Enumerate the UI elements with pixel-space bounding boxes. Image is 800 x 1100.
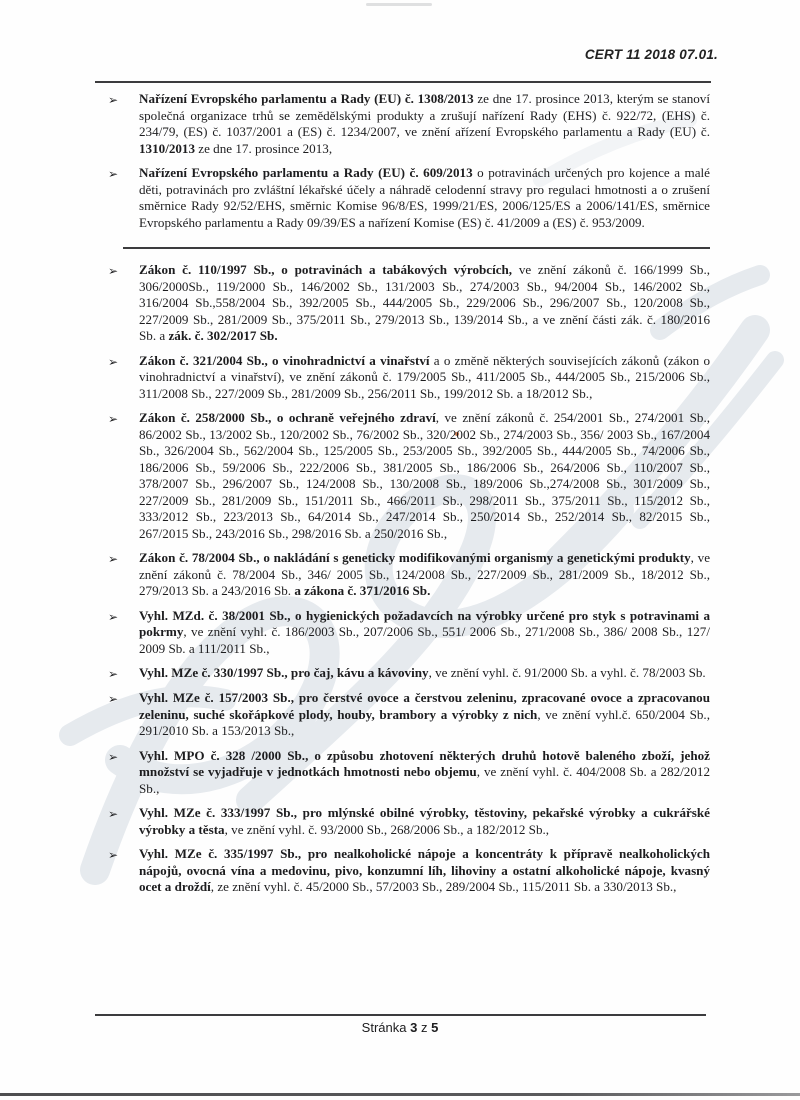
list-item — [108, 665, 710, 682]
arrow-bullet-icon: ➢ — [108, 609, 119, 624]
eu-regulations-list — [108, 91, 710, 231]
item-text: Vyhl. MPO č. 328 /2000 Sb., o způsobu zhotovení některých druhů hotově baleného zboží, jehož množství se vyjadřuje v jednotkách hmotnosti nebo objemu, ve znění vyhl. č. 404/2008 Sb. a 282/2012 Sb., — [139, 747, 710, 796]
item-text: Vyhl. MZe č. 157/2003 Sb., pro čerstvé ovoce a čerstvou zeleninu, zpracované ovoce a zpracovanou zeleninu, suché skořápkové plody, houby, brambory a výrobky z nich, ve znění vyhl.č. 650/2004 Sb., 291/2010 Sb. a 153/2013 Sb., — [139, 690, 710, 738]
item-text: Zákon č. 258/2000 Sb., o ochraně veřejného zdraví, ve znění zákonů č. 254/2001 Sb., 274/2001 Sb., 86/2002 Sb., 13/2002 Sb., 120/2002 Sb., 76/2002 Sb., 320/2002 Sb., 274/2003 Sb., 356/ 2003 Sb., 167/2004 Sb., 326/2004 Sb., 562/2004 Sb., 125/2005 Sb., 253/2005 Sb., 392/2005 Sb., 444/2005 Sb., 74/2006 Sb., 186/2006 Sb., 59/2006 Sb., 222/2006 Sb., 381/2005 Sb., 186/2006 Sb., 264/2006 Sb., 110/2007 Sb., 378/2007 Sb., 296/2007 Sb., 124/2008 Sb., 130/2008 Sb., 189/2006 Sb.,274/2008 Sb., 301/2009 Sb., 227/2009 Sb., 281/2009 Sb., 151/2011 Sb., 466/2011 Sb., 298/2011 Sb., 375/2011 Sb., 115/2012 Sb., 333/2012 Sb., 223/2013 Sb., 64/2014 Sb., 247/2014 Sb., 250/2014 Sb., 252/2014 Sb., 82/2015 Sb., 267/2015 Sb., 243/2016 Sb., 298/2016 Sb. a 250/2016 Sb., — [139, 410, 710, 541]
national-laws-list — [108, 262, 710, 896]
document-code: CERT 11 2018 07.01. — [584, 47, 718, 62]
list-item — [108, 410, 710, 542]
list-item — [108, 262, 710, 345]
item-text: Zákon č. 321/2004 Sb., o vinohradnictví a vinařství a o změně některých souvisejících zákonů (zákon o vinohradnictví a vinařství), ve znění zákonů č. 179/2005 Sb., 411/2005 Sb., 444/2005 Sb., 215/2006 Sb., 311/2008 Sb., 227/2009 Sb., 281/2009 Sb., 256/2011 Sb., 199/2012 Sb. a 18/2012 Sb., — [139, 352, 710, 401]
list-item — [108, 690, 710, 740]
scan-edge-line — [0, 1093, 800, 1096]
list-item — [108, 805, 710, 838]
item-text: Nařízení Evropského parlamentu a Rady (EU) č. 1308/2013 ze dne 17. prosince 2013, kterým se stanoví společná organizace trhů se zemědělskými produkty a zrušují nařízení Rady (EHS) č. 922/72, (EHS) č. 234/79, (ES) č. 1037/2001 a (ES) č. 1234/2007, ve znění ařízení Evropského parlamentu a Rady (EU) č. 1310/2013 ze dne 17. prosince 2013, — [139, 91, 710, 156]
item-text: Nařízení Evropského parlamentu a Rady (EU) č. 609/2013 o potravinách určených pro kojence a malé děti, potravinách pro zvláštní lékařské účely a náhradě celodenní stravy pro regulaci hmotnosti a o zrušení směrnice Rady 92/52/EHS, směrnic Komise 96/8/ES, 1999/21/ES, 2006/125/ES a 2006/141/ES, směrnice Evropského parlamentu a Rady 09/39/ES a nařízení Komise (ES) č. 41/2009 a (ES) č. 953/2009. — [139, 165, 710, 230]
list-item — [108, 353, 710, 403]
list-item — [108, 550, 710, 600]
arrow-bullet-icon: ➢ — [108, 667, 119, 681]
footer-separator: z — [420, 1020, 428, 1035]
item-text: Zákon č. 110/1997 Sb., o potravinách a tabákových výrobcích, ve znění zákonů č. 166/1999 Sb., 306/2000Sb., 119/2000 Sb., 146/2002 Sb., 131/2003 Sb., 274/2003 Sb., 94/2004 Sb., 146/2002 Sb., 316/2004 Sb.,558/2004 Sb., 392/2005 Sb., 444/2005 Sb., 229/2006 Sb., 296/2007 Sb., 120/2008 Sb., 227/2009 Sb., 281/2009 Sb., 375/2011 Sb., 279/2013 Sb., 139/2014 Sb., a ve znění části zák. č. 180/2016 Sb. a zák. č. 302/2017 Sb. — [139, 262, 710, 343]
item-text: Zákon č. 78/2004 Sb., o nakládání s geneticky modifikovanými organismy a genetickými produkty, ve znění zákonů č. 78/2004 Sb., 346/ 2005 Sb., 124/2008 Sb., 227/2009 Sb., 281/2009 Sb., 18/2012 Sb., 279/2013 Sb. a 243/2016 Sb. a zákona č. 371/2016 Sb. — [139, 550, 711, 598]
item-text: Vyhl. MZd. č. 38/2001 Sb., o hygienických požadavcích na výrobky určené pro styk s potravinami a pokrmy, ve znění vyhl. č. 186/2003 Sb., 207/2006 Sb., 551/ 2006 Sb., 271/2008 Sb., 386/ 2008 Sb., 127/ 2009 Sb. a 111/2011 Sb., — [139, 607, 710, 656]
list-item — [108, 748, 710, 798]
footer-rule — [95, 1014, 706, 1016]
section-divider — [123, 247, 710, 249]
arrow-bullet-icon: ➢ — [108, 167, 119, 181]
list-item — [108, 608, 710, 658]
footer-page-number: 3 — [410, 1020, 418, 1035]
arrow-bullet-icon: ➢ — [108, 264, 119, 278]
arrow-bullet-icon: ➢ — [108, 692, 119, 706]
list-item — [108, 91, 710, 157]
footer-total-pages: 5 — [431, 1020, 439, 1035]
footer-label: Stránka — [361, 1020, 407, 1035]
page-footer — [0, 1020, 800, 1035]
item-text: Vyhl. MZe č. 330/1997 Sb., pro čaj, kávu a kávoviny, ve znění vyhl. č. 91/2000 Sb. a vyhl. č. 78/2003 Sb. — [139, 665, 706, 680]
arrow-bullet-icon: ➢ — [108, 93, 119, 107]
scan-smudge — [366, 3, 432, 6]
arrow-bullet-icon: ➢ — [108, 412, 119, 426]
header-rule — [95, 81, 711, 83]
arrow-bullet-icon: ➢ — [108, 354, 119, 369]
list-item — [108, 846, 710, 896]
arrow-bullet-icon: ➢ — [108, 749, 119, 764]
list-item — [108, 165, 710, 231]
item-text: Vyhl. MZe č. 333/1997 Sb., pro mlýnské obilné výrobky, těstoviny, pekařské výrobky a cukrářské výrobky a těsta, ve znění vyhl. č. 93/2000 Sb., 268/2006 Sb., a 182/2012 Sb., — [139, 805, 710, 837]
arrow-bullet-icon: ➢ — [108, 848, 119, 862]
arrow-bullet-icon: ➢ — [108, 552, 119, 566]
document-body — [108, 91, 710, 904]
item-text: Vyhl. MZe č. 335/1997 Sb., pro nealkoholické nápoje a koncentráty k přípravě nealkoholických nápojů, ovocná vína a medovinu, pivo, konzumní líh, lihoviny a ostatní alkoholické nápoje, kvasný ocet a droždí, ze znění vyhl. č. 45/2000 Sb., 57/2003 Sb., 289/2004 Sb., 115/2011 Sb. a 330/2013 Sb., — [139, 846, 710, 894]
arrow-bullet-icon: ➢ — [108, 807, 119, 821]
